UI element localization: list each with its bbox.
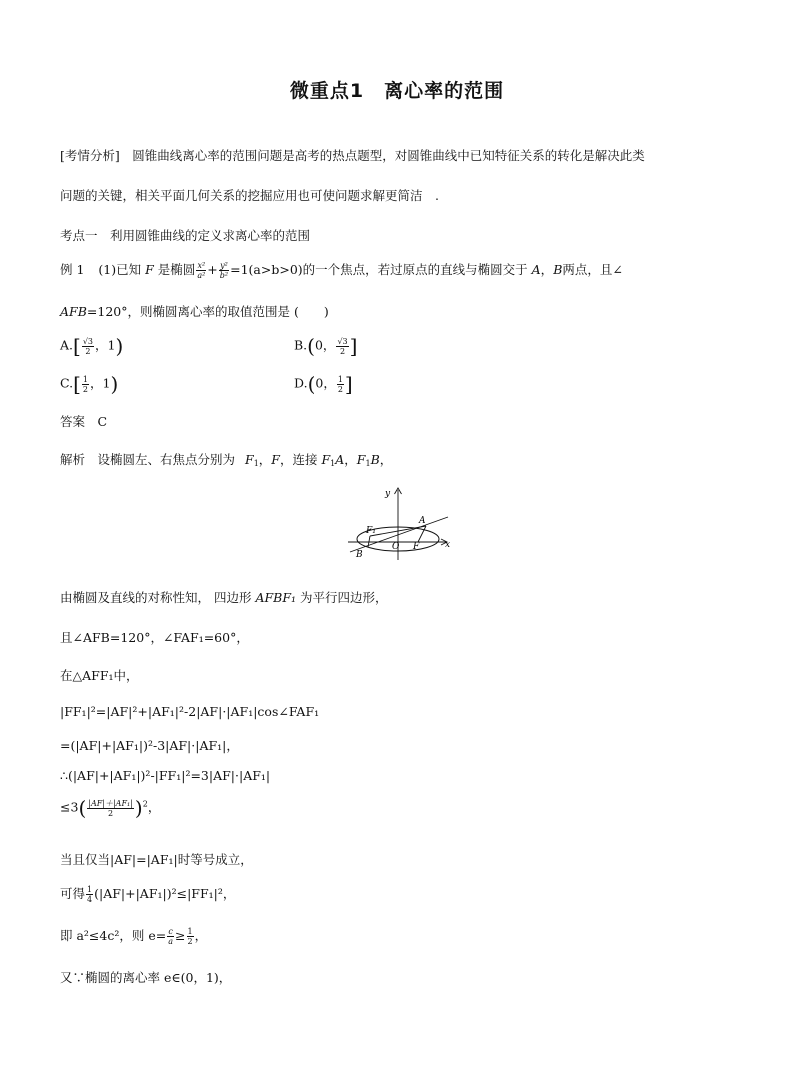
example-part: (1)已知	[98, 262, 142, 277]
option-b[interactable]: B.(0， $\frac{√3}{2}$ ]	[294, 334, 358, 358]
step-3: 在△AFF₁中，	[60, 668, 139, 683]
eq-frac-y: $\frac{\text{y²}}{\text{b²}}$	[219, 261, 229, 280]
step-2: 且∠AFB=120°，∠FAF₁=60°，	[60, 630, 249, 645]
example-question: =120°，则椭圆离心率的取值范围是 ( )	[86, 304, 329, 319]
option-a[interactable]: A.[ $\frac{√3}{2}$ ，1)	[60, 334, 124, 358]
example-prefix: 是椭圆	[157, 262, 196, 277]
step-8: 当且仅当|AF|=|AF₁|时等号成立，	[60, 852, 253, 867]
example-line-1: 例 1 (1)已知 F 是椭圆 $\frac{\text{x²}}{\text{a²}}$ + $\frac{\text{y²}}{\text{b²}}$ =1(a>b>0)的一个焦点，若过原点的直线与椭圆交于 A，B两点，且∠	[60, 261, 623, 280]
fig-f1-label: F₁	[366, 526, 376, 536]
section-heading: 考点一 利用圆锥曲线的定义求离心率的范围	[60, 228, 311, 243]
fig-b-label: B	[356, 550, 363, 560]
point-b: B	[553, 262, 563, 277]
fig-f-label: F	[413, 542, 420, 552]
analysis-line-2: 问题的关键，相关平面几何关系的挖掘应用也可使问题求解更简洁 .	[60, 188, 439, 203]
analysis-line-1: [考情分析] 圆锥曲线离心率的范围问题是高考的热点题型，对圆锥曲线中已知特征关系的转化是解决此类	[60, 148, 645, 163]
solution-intro: 解析 设椭圆左、右焦点分别为 $F_1$，F，连接 $F_1A$，$F_1B$，	[60, 452, 393, 468]
step-7: ≤3( $\frac{\text{|AF|＋|AF₁|}}{2}$ )$^2$，	[60, 796, 161, 820]
step-4: |FF₁|²=|AF|²+|AF₁|²-2|AF|·|AF₁|cos∠FAF₁	[60, 704, 320, 719]
option-c[interactable]: C.[ $\frac{1}{2}$ ，1)	[60, 372, 119, 396]
answer: 答案 C	[60, 414, 108, 429]
fig-a-label: A	[419, 516, 426, 526]
example-line-2: AFB=120°，则椭圆离心率的取值范围是 ( )	[60, 304, 329, 319]
step-1: 由椭圆及直线的对称性知， 四边形 AFBF₁ 为平行四边形，	[60, 590, 388, 605]
page-title: 微重点1 离心率的范围	[289, 80, 505, 102]
fig-o-label: O	[392, 542, 400, 552]
fig-x-label: x	[445, 540, 451, 550]
point-a: A	[531, 262, 541, 277]
step-11: 又∵椭圆的离心率 e∈(0，1)，	[60, 970, 232, 985]
step-6: ∴(|AF|+|AF₁|)²-|FF₁|²=3|AF|·|AF₁|	[60, 768, 271, 783]
step-10: 即 a²≤4c²，则 e= $\frac{c}{a}$ ≥ $\frac{1}{2}$ ，	[60, 927, 208, 946]
example-tail: 两点，且∠	[562, 262, 623, 277]
option-d[interactable]: D.(0， $\frac{1}{2}$ ]	[294, 372, 353, 396]
step-5: =(|AF|+|AF₁|)²-3|AF|·|AF₁|，	[60, 738, 239, 753]
step-9: 可得 $\frac{1}{4}$ (|AF|+|AF₁|)²≤|FF₁|²，	[60, 885, 236, 904]
ellipse-figure	[342, 484, 454, 564]
example-label: 例 1	[60, 262, 85, 277]
eq-frac-x: $\frac{\text{x²}}{\text{a²}}$	[197, 261, 206, 280]
eq-rest: =1(a>b>0)的一个焦点，若过原点的直线与椭圆交于	[230, 262, 528, 277]
fig-y-label: y	[385, 489, 391, 499]
eq-plus: +	[207, 262, 218, 277]
focus-var: F	[145, 262, 154, 277]
